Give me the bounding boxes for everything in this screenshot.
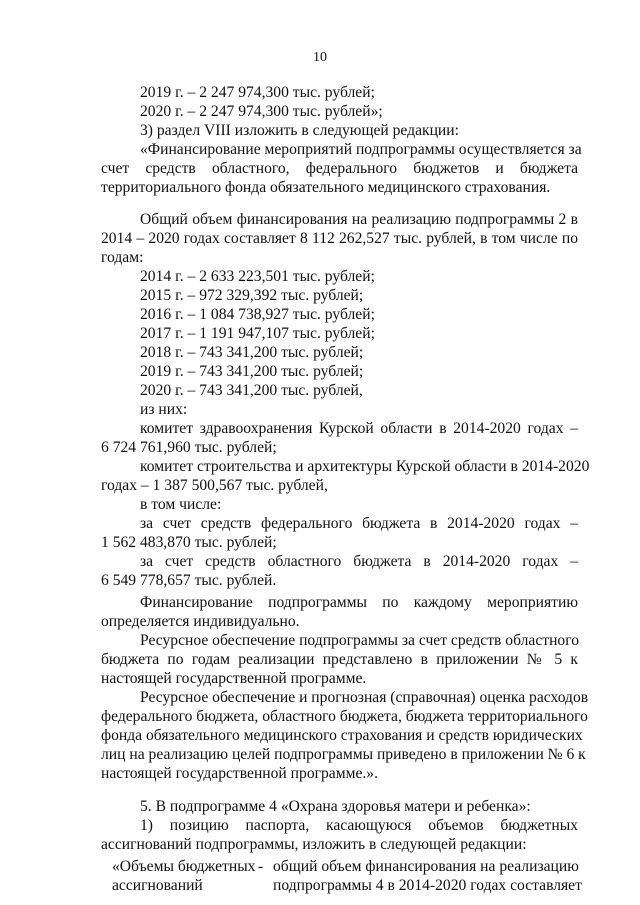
text-line: 3) раздел VIII изложить в следующей редакции: — [140, 122, 459, 139]
text-line: годам: — [101, 249, 144, 266]
text-line: определяется индивидуально. — [101, 613, 300, 630]
table-value-line: общий объем финансирования на реализацию — [273, 858, 579, 875]
text-line: за счет средств федерального бюджета в 2014-2020 годах – — [140, 515, 578, 532]
text-line: в том числе: — [140, 496, 222, 513]
text-line: федерального бюджета, областного бюджета, бюджета территориального — [101, 708, 588, 725]
text-line: ассигнований подпрограммы, изложить в следующей редакции: — [101, 836, 527, 853]
text-line: 6 549 778,657 тыс. рублей. — [101, 572, 277, 589]
table-dash: - — [258, 858, 264, 875]
text-line: годах – 1 387 500,567 тыс. рублей, — [101, 477, 328, 494]
text-line: 2014 г. – 2 633 223,501 тыс. рублей; — [140, 268, 375, 285]
text-line: Ресурсное обеспечение подпрограммы за счет средств областного — [140, 632, 580, 649]
table-label-line: ассигнований — [112, 877, 203, 894]
text-line: 1) позицию паспорта, касающуюся объемов бюджетных — [140, 817, 578, 834]
text-line: фонда обязательного медицинского страхования и средств юридических — [101, 727, 583, 744]
text-line: комитет строительства и архитектуры Курской области в 2014-2020 — [140, 458, 590, 475]
text-line: настоящей государственной программе. — [101, 670, 367, 687]
table-value-line: подпрограммы 4 в 2014-2020 годах составляет — [273, 877, 582, 894]
text-line: настоящей государственной программе.». — [101, 765, 378, 782]
text-line: Общий объем финансирования на реализацию подпрограммы 2 в — [140, 211, 578, 228]
text-line: 2019 г. – 2 247 974,300 тыс. рублей; — [140, 84, 375, 101]
text-line: лиц на реализацию целей подпрограммы приведено в приложении № 6 к — [101, 746, 586, 763]
text-line: бюджета по годам реализации представлено в приложении № 5 к — [101, 651, 578, 668]
text-line: 6 724 761,960 тыс. рублей; — [101, 439, 277, 456]
text-line: 2018 г. – 743 341,200 тыс. рублей; — [140, 344, 364, 361]
text-line: 1 562 483,870 тыс. рублей; — [101, 534, 277, 551]
text-line: «Финансирование мероприятий подпрограммы осуществляется за — [140, 141, 582, 158]
table-label-line: «Объемы бюджетных — [112, 858, 256, 875]
text-line: 2016 г. – 1 084 738,927 тыс. рублей; — [140, 306, 375, 323]
text-line: 5. В подпрограмме 4 «Охрана здоровья матери и ребенка»: — [140, 798, 531, 815]
text-line: 2020 г. – 2 247 974,300 тыс. рублей»; — [140, 103, 383, 120]
text-line: 2014 – 2020 годах составляет 8 112 262,527 тыс. рублей, в том числе по — [101, 230, 578, 247]
text-line: территориального фонда обязательного медицинского страхования. — [101, 179, 551, 196]
text-line: 2015 г. – 972 329,392 тыс. рублей; — [140, 287, 364, 304]
text-line: Финансирование подпрограммы по каждому мероприятию — [140, 594, 578, 611]
page-number: 10 — [313, 50, 327, 65]
text-line: Ресурсное обеспечение и прогнозная (справочная) оценка расходов — [140, 689, 589, 706]
text-line: из них: — [140, 401, 188, 418]
text-line: 2017 г. – 1 191 947,107 тыс. рублей; — [140, 325, 375, 342]
text-line: счет средств областного, федерального бюджетов и бюджета — [101, 160, 578, 177]
text-line: 2020 г. – 743 341,200 тыс. рублей, — [140, 382, 363, 399]
text-line: 2019 г. – 743 341,200 тыс. рублей; — [140, 363, 364, 380]
text-line: комитет здравоохранения Курской области в 2014-2020 годах – — [140, 420, 578, 437]
text-line: за счет средств областного бюджета в 2014-2020 годах – — [140, 553, 578, 570]
